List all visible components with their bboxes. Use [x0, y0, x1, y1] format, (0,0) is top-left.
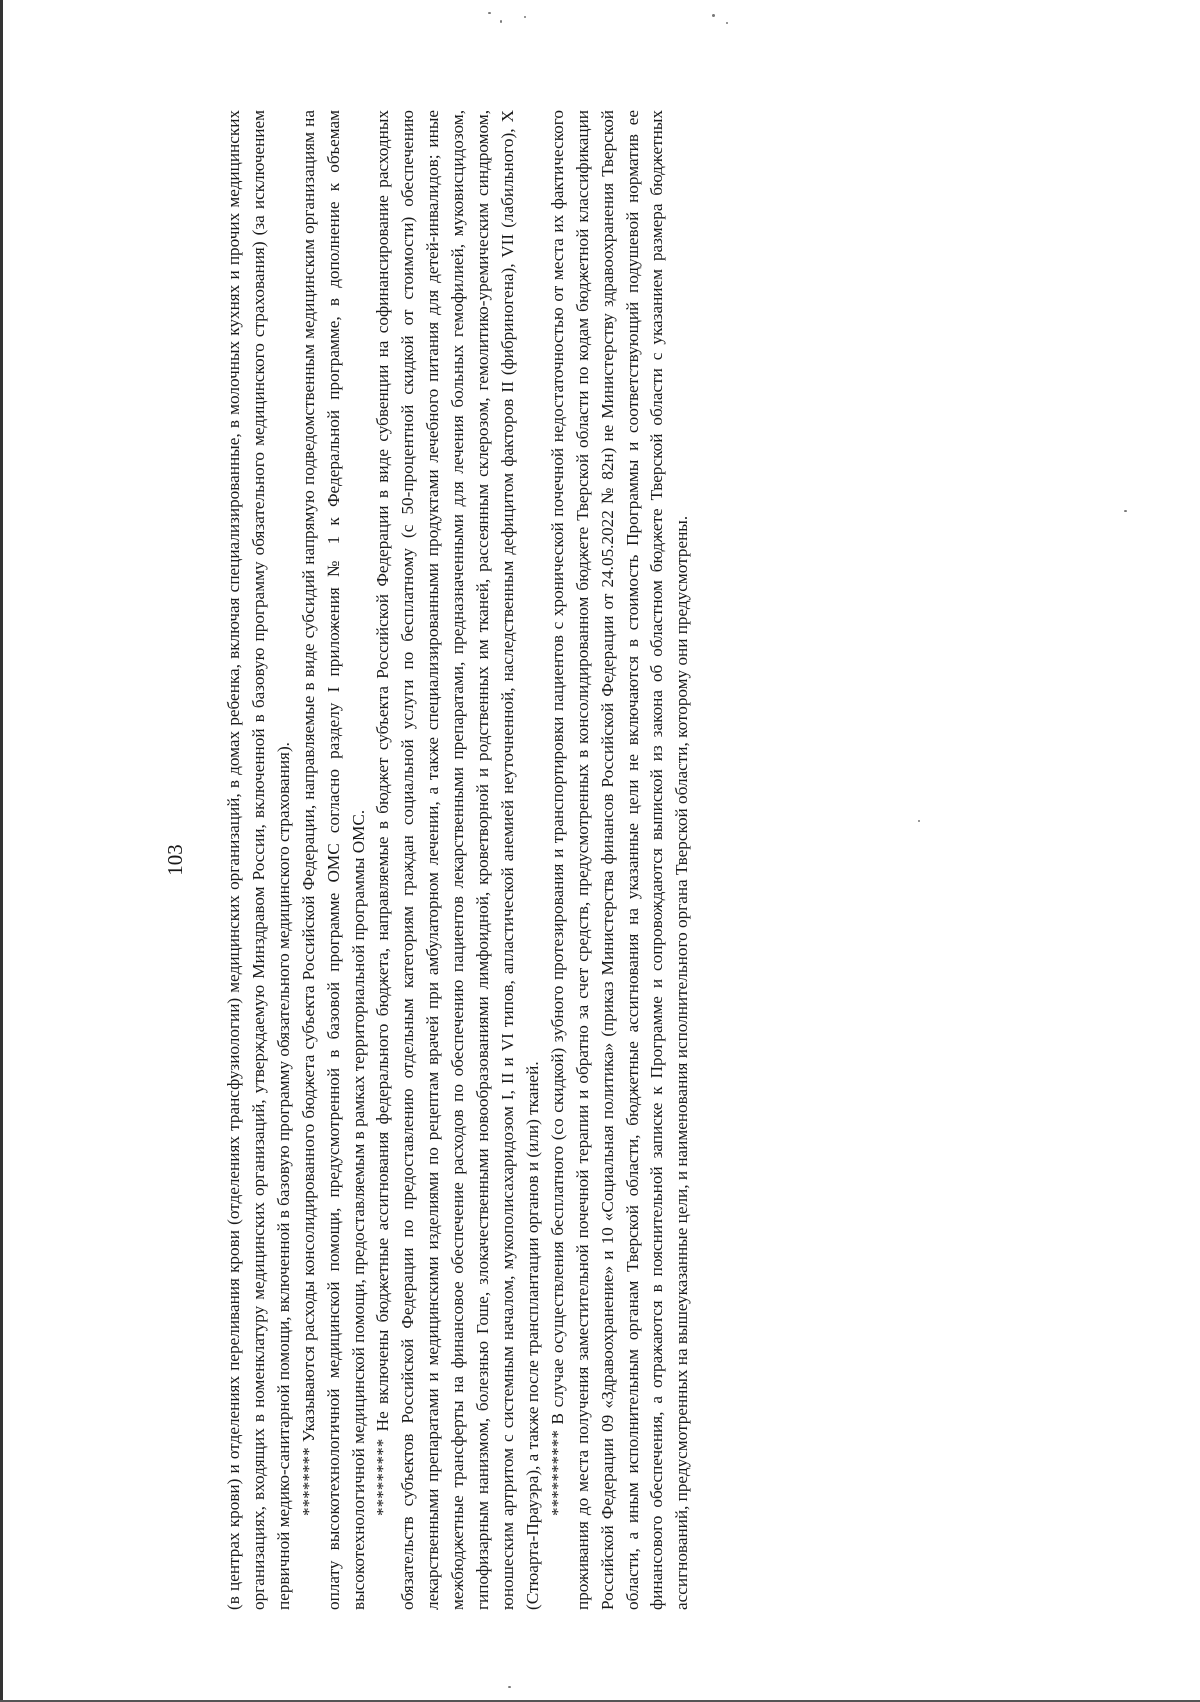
paragraph-continuation: (в центрах крови) и отделениях переливания крови (отделениях трансфузиологии) медицинских организаций, в домах ребенка, включая специализированные, в молочных кухнях и прочих медицинских организациях, входящих в номенклатуру медицинских организаций, утверждаемую Минздравом России, включенной в базовую программу обязательного медицинского страхования) (за исключением первичной медико-санитарной помощи, включенной в базовую программу обязательного медицинского страхования).: [224, 110, 293, 1610]
scan-edge-left: [0, 0, 3, 1702]
scan-speck: [508, 1686, 511, 1688]
scan-speck: [712, 14, 715, 17]
scan-speck: [524, 16, 526, 18]
footnote-paragraph: ********** В случае осуществления бесплатного (со скидкой) зубного протезирования и транспортировки пациентов с хронической почечной недостаточностью от места их фактического проживания до места получения заместительной почечной терапии и обратно за счет средств, предусмотренных в консолидированном бюджете Тверской области по кодам бюджетной классификации Российской Федерации 09 «Здравоохранение» и 10 «Социальная политика» (приказ Министерства финансов Российской Федерации от 24.05.2022 № 82н) не Министерству здравоохранения Тверской области, а иным исполнительным органам Тверской области, бюджетные ассигнования на указанные цели не включаются в стоимость Программы и соответствующий подушевой норматив ее финансового обеспечения, а отражаются в пояснительной записке к Программе и сопровождаются выпиской из закона об областном бюджете Тверской области с указанием размера бюджетных ассигнований, предусмотренных на вышеуказанные цели, и наименования исполнительного органа Тверской области, которому они предусмотрены.: [547, 110, 692, 1610]
scan-speck: [726, 22, 728, 24]
page-number: 103: [163, 844, 187, 876]
rotated-document-page: [160, 100, 880, 1620]
document-body: [222, 110, 695, 1610]
scan-speck: [918, 820, 920, 822]
scan-speck: [488, 12, 491, 14]
footnote-paragraph: ******** Указываются расходы консолидированного бюджета субъекта Российской Федерации, направляемые в виде субсидий напрямую подведомственным медицинским организациям на оплату высокотехнологичной медицинской помощи, предусмотренной в базовой программе ОМС согласно разделу I приложения № 1 к Федеральной программе, в дополнение к объемам высокотехнологичной медицинской помощи, предоставляемым в рамках территориальной программы ОМС.: [298, 110, 368, 1610]
scan-speck: [1124, 510, 1127, 512]
scan-speck: [500, 20, 502, 23]
footnote-paragraph: ********* Не включены бюджетные ассигнования федерального бюджета, направляемые в бюджет субъекта Российской Федерации в виде субвенции на софинансирование расходных обязательств субъектов Российской Федерации по предоставлению отдельным категориям граждан социальной услуги по бесплатному (с 50-процентной скидкой от стоимости) обеспечению лекарственными препаратами и медицинскими изделиями по рецептам врачей при амбулаторном лечении, а также специализированными продуктами лечебного питания для детей-инвалидов; иные межбюджетные трансферты на финансовое обеспечение расходов по обеспечению пациентов лекарственными препаратами, предназначенными для лечения больных гемофилией, муковисцидозом, гипофизарным нанизмом, болезнью Гоше, злокачественными новообразованиями лимфоидной, кроветворной и родственных им тканей, рассеянным склерозом, гемолитико-уремическим синдромом, юношеским артритом с системным началом, мукополисахаридозом I, II и VI типов, апластической анемией неуточненной, наследственным дефицитом факторов II (фибриногена), VII (лабильного), X (Стюарта-Прауэра), а также после трансплантации органов и (или) тканей.: [373, 110, 542, 1610]
